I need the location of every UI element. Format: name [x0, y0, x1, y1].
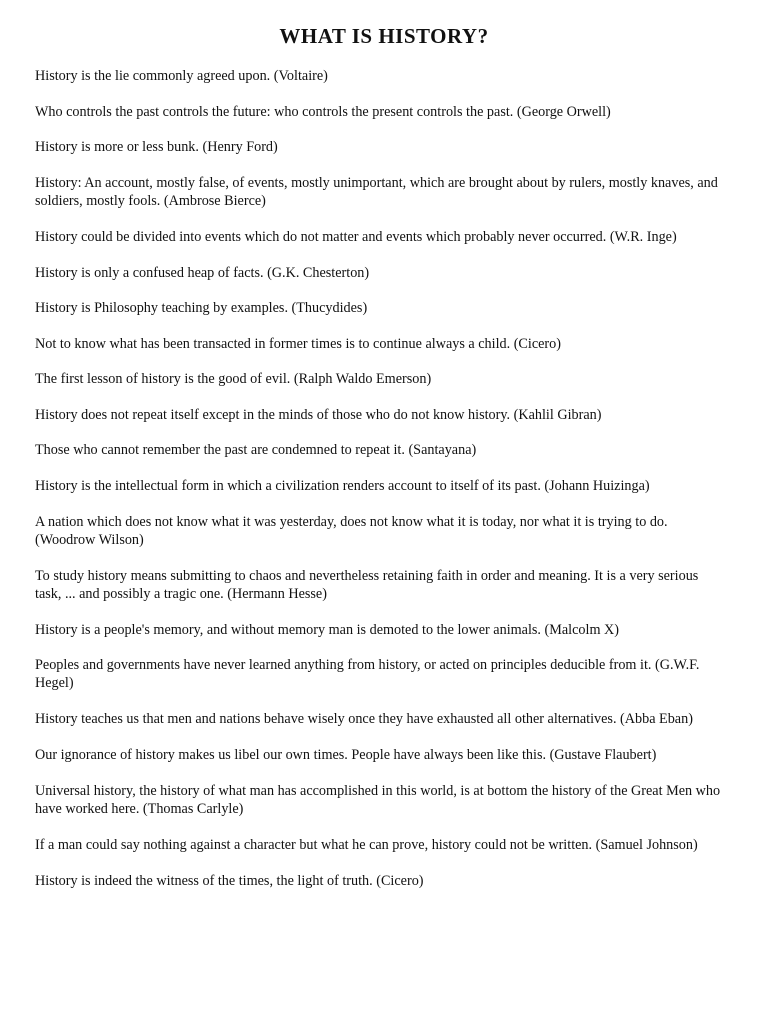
- quote-item: History is only a confused heap of facts. (G.K. Chesterton): [35, 264, 370, 281]
- quote-item: A nation which does not know what it was yesterday, does not know what it is today, nor what it is trying to do. (Woodrow Wilson): [35, 513, 668, 548]
- quote-item: History is a people's memory, and without memory man is demoted to the lower animals. (Malcolm X): [35, 621, 619, 638]
- quote-item: Our ignorance of history makes us libel our own times. People have always been like this. (Gustave Flaubert): [35, 747, 657, 763]
- quote-item: History is indeed the witness of the times, the light of truth. (Cicero): [35, 873, 424, 889]
- quote-item: History is the lie commonly agreed upon. (Voltaire): [35, 68, 328, 84]
- quote-item: Those who cannot remember the past are condemned to repeat it. (Santayana): [35, 442, 477, 458]
- quote-item: Not to know what has been transacted in former times is to continue always a child. (Cicero): [35, 335, 561, 352]
- quote-item: Universal history, the history of what man has accomplished in this world, is at bottom the history of the Great Men who have worked here. (Thomas Carlyle): [35, 783, 721, 817]
- quote-item: History is the intellectual form in which a civilization renders account to itself of its past. (Johann Huizinga): [35, 477, 650, 494]
- quote-item: History could be divided into events which do not matter and events which probably never occurred. (W.R. Inge): [35, 228, 677, 245]
- quote-item: The first lesson of history is the good of evil. (Ralph Waldo Emerson): [35, 371, 432, 387]
- quote-list: [35, 67, 725, 908]
- quote-item: History: An account, mostly false, of events, mostly unimportant, which are brought about by rulers, mostly knaves, and soldiers, mostly fools. (Ambrose Bierce): [35, 174, 718, 209]
- quote-item: Peoples and governments have never learned anything from history, or acted on principles deducible from it. (G.W.F. Hegel): [35, 657, 700, 691]
- quote-item: Who controls the past controls the future: who controls the present controls the past. (George Orwell): [35, 103, 611, 120]
- quote-item: History is more or less bunk. (Henry Ford): [35, 139, 278, 155]
- quote-item: History is Philosophy teaching by examples. (Thucydides): [35, 300, 368, 316]
- page-title: WHAT IS HISTORY?: [279, 24, 489, 48]
- quote-item: History teaches us that men and nations behave wisely once they have exhausted all other alternatives. (Abba Eban): [35, 711, 693, 727]
- quote-item: To study history means submitting to chaos and nevertheless retaining faith in order and meaning. It is a very serious task, ... and possibly a tragic one. (Hermann Hesse): [35, 567, 699, 602]
- quote-item: If a man could say nothing against a character but what he can prove, history could not be written. (Samuel Johnson): [35, 837, 698, 853]
- quote-item: History does not repeat itself except in the minds of those who do not know history. (Kahlil Gibran): [35, 406, 602, 423]
